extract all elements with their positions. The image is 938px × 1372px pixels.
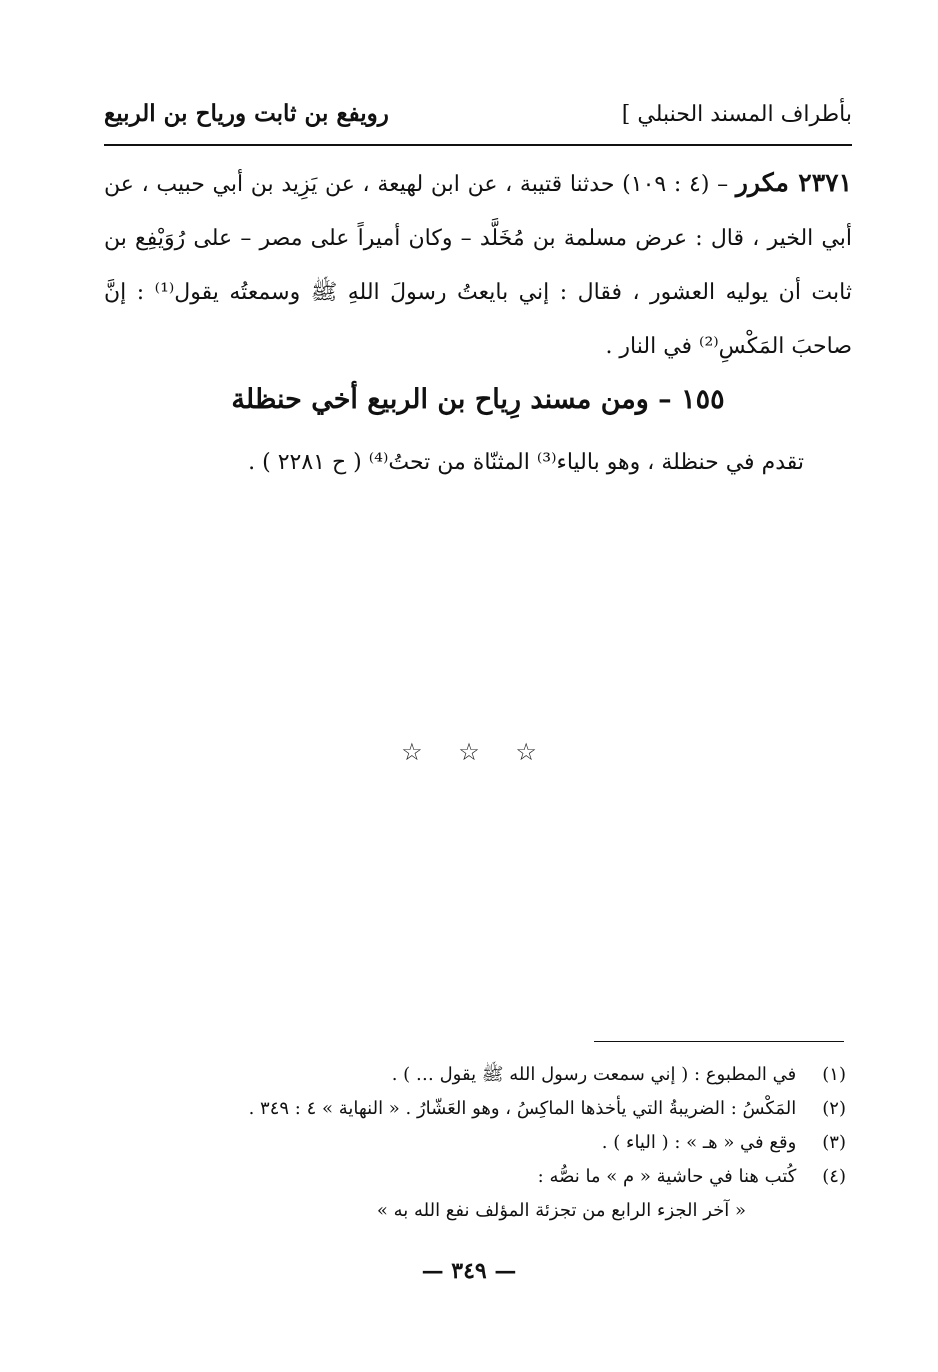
running-header xyxy=(104,96,852,146)
hadith-entry xyxy=(104,156,852,374)
star-ornament xyxy=(0,738,938,766)
footnote-number: (١) xyxy=(822,1064,846,1085)
footnote-text: المَكْسُ : الضريبةُ التي يأخذها الماكِسُ ، وهو العَشّارُ . « النهاية » ٤ : ٣٤٩ . xyxy=(248,1098,797,1119)
footnote-item xyxy=(226,1058,846,1092)
footnote-quote: « آخر الجزء الرابع من تجزئة المؤلف نفع الله به » xyxy=(376,1200,746,1221)
footnote-item xyxy=(226,1092,846,1126)
page-number: — ٣٤٩ — xyxy=(421,1258,517,1284)
footnote-number: (٣) xyxy=(822,1132,846,1153)
footnote-text: في المطبوع : ( إني سمعت رسول الله ﷺ يقول … ) . xyxy=(391,1064,797,1085)
footnote-text: وقع في « هـ » : ( الياء ) . xyxy=(601,1132,797,1153)
footnote-number: (٢) xyxy=(822,1098,846,1119)
footnotes xyxy=(226,1058,846,1230)
header-book-title: بأطراف المسند الحنبلي ] xyxy=(621,102,852,127)
footnote-item xyxy=(226,1160,846,1194)
star-icon: ☆ xyxy=(458,738,480,766)
hadith-text: حدثنا قتيبة ، عن ابن لهيعة ، عن يَزِيد بن أبي حبيب ، عن أبي الخير ، قال : عرض مسلمة بن مُخَلَّد – وكان أميراً على مصر – على رُوَيْفِع بن ثابت أن يوليه العشور ، فقال : إني بايعتُ رسولَ اللهِ ﷺ وسمعتُه يقول⁽¹⁾ : إنَّ صاحبَ المَكْسِ⁽²⁾ في النار . xyxy=(104,172,852,359)
footnote-item xyxy=(226,1126,846,1160)
hadith-number: ٢٣٧١ مكرر xyxy=(735,168,853,197)
footnote-text: كُتب هنا في حاشية « م » ما نصُّه : xyxy=(537,1166,797,1187)
footnote-number: (٤) xyxy=(822,1166,846,1187)
star-icon: ☆ xyxy=(515,738,537,766)
section-heading: ١٥٥ – ومن مسند رِياح بن الربيع أخي حنظلة xyxy=(231,384,725,415)
header-section-title: رويفع بن ثابت ورياح بن الربيع xyxy=(104,100,389,127)
section-note: تقدم في حنظلة ، وهو بالياء⁽³⁾ المثنّاة من تحتُ⁽⁴⁾ ( ح ٢٢٨١ ) . xyxy=(248,450,804,475)
hadith-source-ref: – (٤ : ١٠٩) xyxy=(622,172,729,197)
star-icon: ☆ xyxy=(401,738,423,766)
footnote-separator xyxy=(594,1041,844,1042)
